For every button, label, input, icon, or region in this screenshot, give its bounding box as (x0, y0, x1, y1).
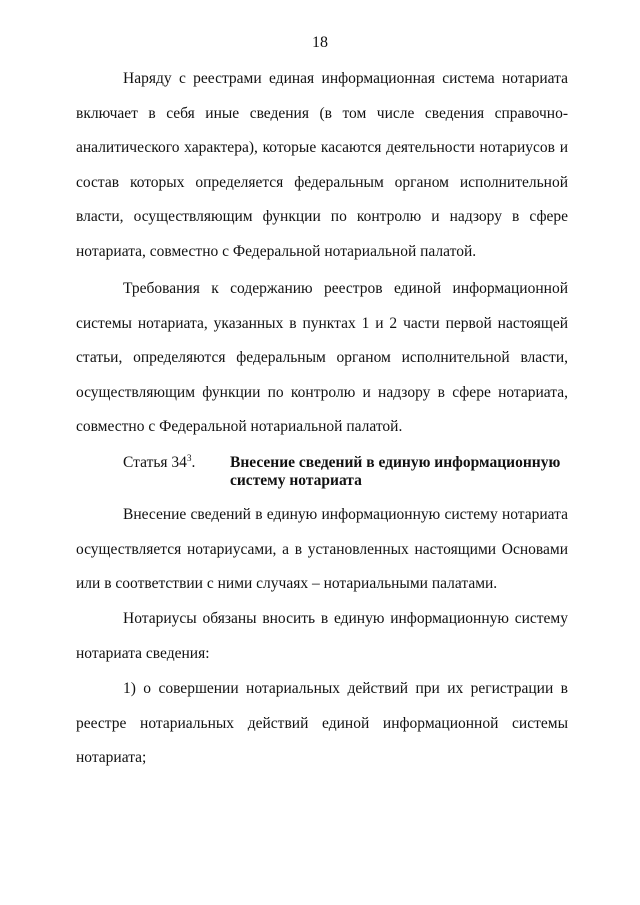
article-title-line: систему нотариата (230, 472, 362, 489)
article-superscript: 3 (186, 452, 192, 463)
article-title (230, 454, 570, 490)
paragraph-notary-obligation (76, 602, 568, 671)
paragraph-data-entry (76, 498, 568, 602)
text-line: нотариата сведения: (76, 644, 210, 662)
text-line: Требования к содержанию реестров единой информационной (123, 280, 568, 297)
text-line: состав которых определяется федеральным органом исполнительной (76, 173, 568, 191)
text-line: включает в себя иные сведения (в том числе сведения справочно- (76, 104, 568, 122)
text-line: осуществляющим функции по контролю и надзору в сфере нотариата, (76, 383, 568, 401)
page-number: 18 (312, 34, 328, 51)
text-line: аналитического характера), которые касаются деятельности нотариусов и (76, 139, 568, 156)
text-line: власти, осуществляющим функции по контролю и надзору в сфере (76, 208, 568, 225)
text-line: нотариата; (76, 749, 147, 766)
text-line: системы нотариата, указанных в пунктах 1 и 2 части первой настоящей (76, 314, 568, 332)
text-line: или в соответствии с ними случаях – нотариальными палатами. (76, 575, 498, 592)
article-title-line: Внесение сведений в единую информационную (230, 454, 561, 471)
text-line: совместно с Федеральной нотариальной палатой. (76, 418, 403, 435)
text-line: Нотариусы обязаны вносить в единую информационную систему (123, 610, 568, 627)
text-line: нотариата, совместно с Федеральной нотариальной палатой. (76, 242, 477, 260)
text-line: Наряду с реестрами единая информационная система нотариата (123, 70, 568, 87)
text-line: 1) о совершении нотариальных действий при их регистрации в (123, 680, 568, 697)
text-line: реестре нотариальных действий единой информационной системы (76, 714, 568, 732)
paragraph-registry-other-info (76, 62, 568, 269)
text-line: статьи, определяются федеральным органом исполнительной власти, (76, 349, 568, 366)
text-line: осуществляется нотариусами, а в установленных настоящими Основами (76, 540, 568, 558)
paragraph-list-item-1 (76, 672, 568, 776)
text-line: Внесение сведений в единую информационную систему нотариата (123, 506, 568, 523)
article-label: Статья $34^3$. (123, 452, 196, 471)
paragraph-registry-requirements (76, 272, 568, 445)
